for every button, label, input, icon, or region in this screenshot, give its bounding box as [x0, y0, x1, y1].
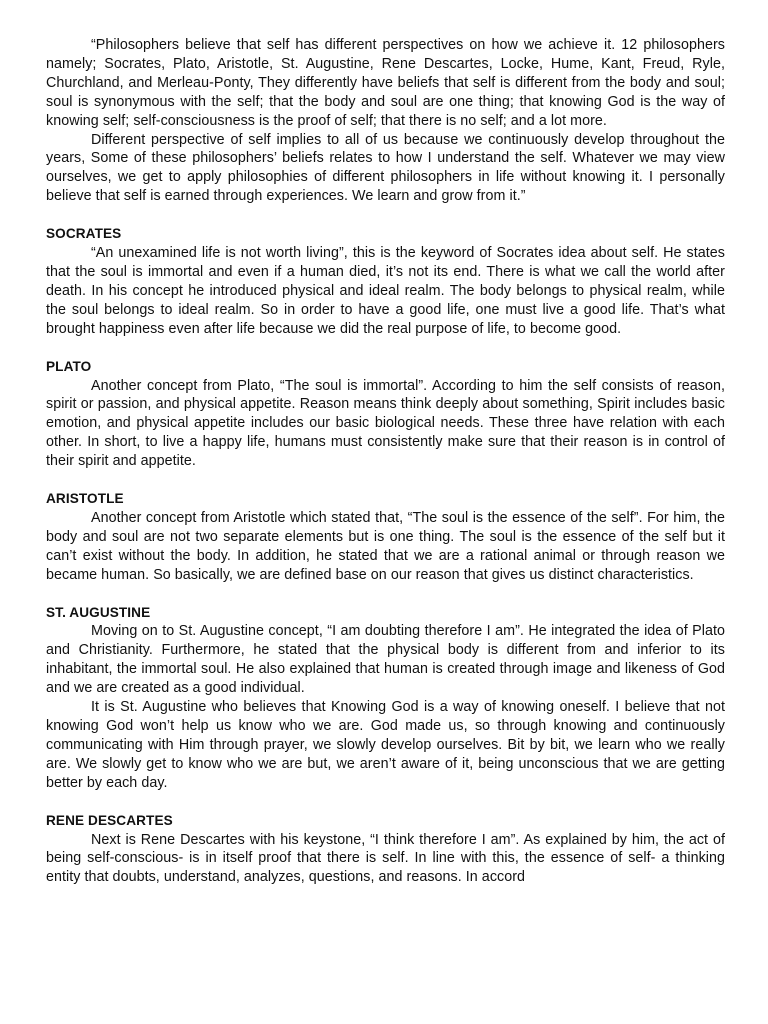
section-heading: PLATO [46, 358, 92, 374]
section-heading: RENE DESCARTES [46, 812, 173, 828]
section-paragraph: Another concept from Plato, “The soul is immortal”. According to him the self consists of reason, spirit or passion, and physical appetite. Reason means think deeply about something, Spirit includes basic emotion, and physical appetite includes our basic biological needs. These three have relation with each other. In short, to live a happy life, humans must consistently make sure that their reason is in control of their spirit and appetite. [46, 377, 725, 470]
section-heading: SOCRATES [46, 226, 122, 242]
intro-paragraph-1: “Philosophers believe that self has different perspectives on how we achieve it. 12 philosophers namely; Socrates, Plato, Aristotle, St. Augustine, Rene Descartes, Locke, Hume, Kant, Freud, Ryle, Churchland, and Merleau-Ponty, They differently have beliefs that self is different from the body and soul; soul is synonymous with the self; that the body and soul are one thing; that knowing God is the way of knowing self; self-consciousness is the proof of self; that there is no self; and a lot more. [46, 37, 725, 129]
section-heading: ST. AUGUSTINE [46, 604, 151, 620]
intro-paragraph-2: Different perspective of self implies to all of us because we continuously develop throughout the years, Some of these philosophers’ beliefs relates to how I understand the self. Whatever we may view ourselves, we get to apply philosophies of different philosophers in life without knowing it. I personally believe that self is earned through experiences. We learn and grow from it.” [46, 131, 725, 205]
section-paragraph: Another concept from Aristotle which stated that, “The soul is the essence of the self”. For him, the body and soul are not two separate elements but is one thing. The soul is the essence of the self but it can’t exist without the body. In addition, he stated that we are a rational animal or through reason we became human. So basically, we are defined base on our reason that gives us distinct characteristics. [46, 509, 725, 583]
section-gap [46, 471, 725, 490]
section-rene-descartes [46, 812, 725, 888]
section-paragraph: Moving on to St. Augustine concept, “I am doubting therefore I am”. He integrated the idea of Plato and Christianity. Furthermore, he stated that the physical body is different from and inferior to its inhabitant, the immortal soul. He also explained that human is created through image and likeness of God and we are created as a good individual. [46, 623, 725, 697]
section-gap [46, 793, 725, 812]
section-socrates [46, 225, 725, 338]
section-paragraph: Next is Rene Descartes with his keystone, “I think therefore I am”. As explained by him, the act of being self-conscious- is in itself proof that there is self. In line with this, the essence of self- a thinking entity that doubts, understand, analyzes, questions, and reasons. In accord [46, 831, 725, 886]
section-st-augustine [46, 604, 725, 793]
section-gap [46, 339, 725, 358]
section-paragraph: It is St. Augustine who believes that Knowing God is a way of knowing oneself. I believe that not knowing God won’t help us know who we are. God made us, so through knowing and continuously communicating with Him through prayer, we slowly develop ourselves. Bit by bit, we learn who we really are. We slowly get to know who we are but, we aren’t aware of it, being unconscious that we are getting better by each day. [46, 699, 725, 791]
section-heading: ARISTOTLE [46, 491, 124, 507]
section-gap [46, 585, 725, 604]
section-gap [46, 206, 725, 225]
section-paragraph: “An unexamined life is not worth living”, this is the keyword of Socrates idea about self. He states that the soul is immortal and even if a human died, it’s not its end. There is what we call the world after death. In his concept he introduced physical and ideal realm. The body belongs to physical realm, while the soul belongs to ideal realm. So in order to have a good life, one must live a good life. That’s what brought happiness even after life because we did the real purpose of life, to become good. [46, 245, 725, 337]
section-plato [46, 358, 725, 471]
section-aristotle [46, 490, 725, 585]
